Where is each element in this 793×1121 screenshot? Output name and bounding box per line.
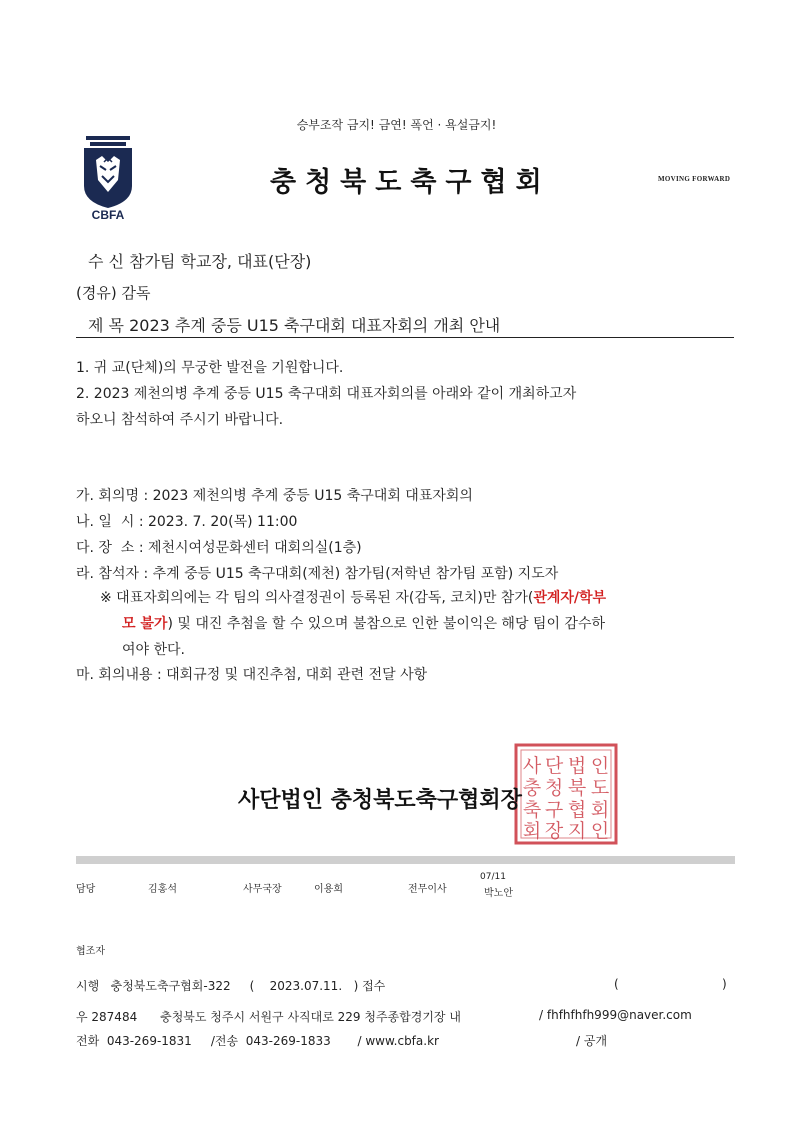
seal-char: 청: [544, 777, 564, 799]
signature-name: 사단법인 충청북도축구협회장: [238, 788, 522, 813]
phone-line: 전화 043-269-1831 /전송 043-269-1833 / www.cbfa.kr: [76, 1034, 439, 1048]
approval-name-secretary: 이용희: [314, 884, 343, 895]
reception-close: ): [722, 977, 727, 991]
cooperator-label: 협조자: [76, 946, 105, 957]
seal-char: 사: [522, 755, 542, 777]
approval-label-director: 전무이사: [408, 884, 447, 895]
via-line: (경유) 감독: [76, 284, 151, 302]
disclosure-status: / 공개: [576, 1034, 608, 1048]
seal-char: 회: [590, 799, 610, 821]
org-title: 충청북도축구협회: [270, 167, 551, 198]
logo-text: CBFA: [91, 208, 125, 222]
note-line-2-text: ) 및 대진 추첨을 할 수 있으며 불참으로 인한 불이익은 해당 팀이 감수하: [167, 616, 605, 632]
seal-char: 축: [522, 799, 542, 821]
cbfa-logo: [80, 136, 136, 224]
seal-char: 충: [522, 777, 542, 799]
approval-divider: [76, 856, 735, 864]
subject-line: 제 목 2023 추계 중등 U15 축구대회 대표자회의 개최 안내: [88, 316, 501, 335]
seal-char: 협: [567, 799, 587, 821]
note-highlight-1: 관계자/학부: [533, 590, 607, 606]
note-line-1-text: ※ 대표자회의에는 각 팀의 의사결정권이 등록된 자(감독, 코치)만 참가(: [100, 590, 534, 606]
approval-name-director: 박노안: [484, 888, 513, 899]
seal-char: 인: [590, 820, 610, 842]
approval-date-director: 07/11: [480, 872, 506, 882]
recipient-line: 수 신 참가팀 학교장, 대표(단장): [88, 252, 312, 271]
tagline: MOVING FORWARD: [658, 175, 731, 183]
seal-char: 법: [567, 755, 587, 777]
note-line-3: 여야 한다.: [122, 642, 185, 658]
paragraph-2a: 2. 2023 제천의병 추계 중등 U15 축구대회 대표자회의를 아래와 같이 개최하고자: [76, 386, 577, 402]
item-agenda: 마. 회의내용 : 대회규정 및 대진추첨, 대회 관련 전달 사항: [76, 667, 428, 683]
paragraph-2b: 하오니 참석하여 주시기 바랍니다.: [76, 412, 284, 428]
note-line-1: [100, 587, 606, 607]
item-meeting-name: 가. 회의명 : 2023 제천의병 추계 중등 U15 축구대회 대표자회의: [76, 488, 473, 504]
seal-char: 장: [544, 820, 564, 842]
item-attendees: 라. 참석자 : 추계 중등 U15 축구대회(제천) 참가팀(저학년 참가팀 포함) 지도자: [76, 566, 559, 582]
seal-char: 구: [544, 799, 564, 821]
note-line-2: [122, 613, 605, 633]
email-link[interactable]: / fhfhfhfh999@naver.com: [539, 1008, 692, 1022]
execution-line: 시행 충청북도축구협회-322 ( 2023.07.11. ) 접수: [76, 979, 386, 993]
approval-label-secretary: 사무국장: [243, 884, 282, 895]
seal-char: 북: [567, 777, 587, 799]
approval-label-staff: 담당: [76, 884, 96, 895]
note-highlight-2: 모 불가: [122, 616, 168, 632]
slogan-text: 승부조작 금지! 금연! 폭언 · 욕설금지!: [296, 118, 497, 132]
seal-char: 단: [544, 755, 564, 777]
seal-char: 회: [522, 820, 542, 842]
seal-char: 도: [590, 777, 610, 799]
item-datetime: 나. 일 시 : 2023. 7. 20(목) 11:00: [76, 514, 298, 530]
official-seal: [513, 742, 619, 846]
seal-char: 인: [590, 755, 610, 777]
seal-char: 지: [567, 820, 587, 842]
address-line: 우 287484 충청북도 청주시 서원구 사직대로 229 청주종합경기장 내: [76, 1010, 461, 1024]
item-location: 다. 장 소 : 제천시여성문화센터 대회의실(1층): [76, 540, 362, 556]
approval-name-staff: 김홍석: [148, 884, 177, 895]
paragraph-1: 1. 귀 교(단체)의 무궁한 발전을 기원합니다.: [76, 360, 344, 376]
seal-stamp-icon: [513, 742, 619, 846]
subject-divider: [76, 337, 734, 338]
reception-open: (: [614, 977, 619, 991]
